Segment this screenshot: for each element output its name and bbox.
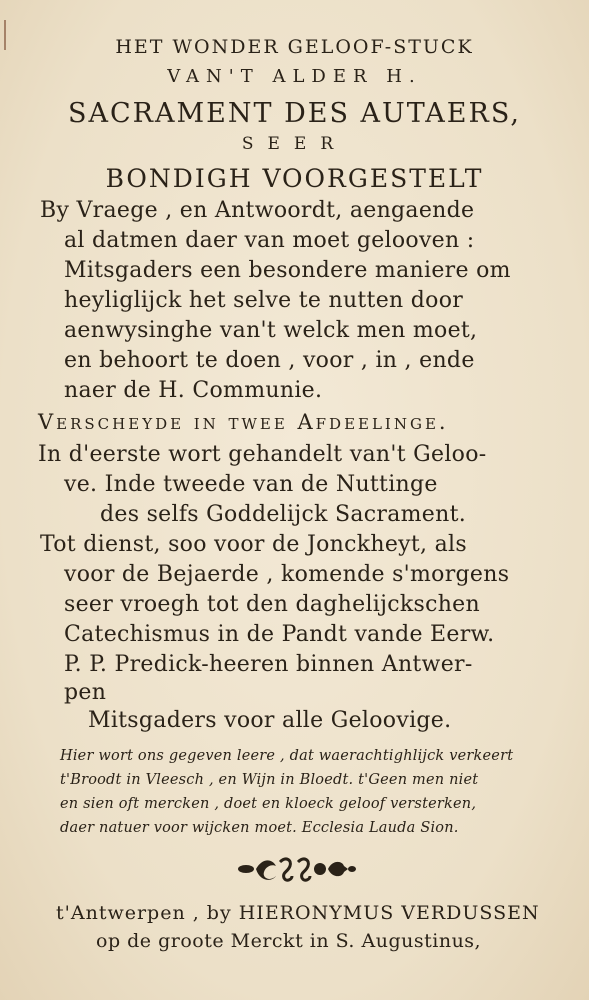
title-line-1: HET WONDER GELOOF-STUCK: [115, 36, 474, 58]
para2-line: Catechismus in de Pandt vande Eerw.: [64, 622, 495, 647]
para1-line: al datmen daer van moet gelooven :: [64, 228, 475, 253]
para2-line: voor de Bejaerde , komende s'morgens: [64, 562, 510, 587]
title-line-5: BONDIGH VOORGESTELT: [105, 164, 484, 193]
title-line-4: SEER: [241, 134, 348, 154]
verse-line: daer natuer voor wijcken moet. Ecclesia Lauda Sion.: [60, 820, 459, 836]
para2-line: des selfs Goddelijck Sacrament.: [100, 502, 467, 527]
para2-line: In d'eerste wort gehandelt van't Geloo-: [38, 442, 487, 467]
verse-line: t'Broodt in Vleesch , en Wijn in Bloedt. t'Geen men niet: [60, 772, 479, 788]
verse-line: en sien oft mercken , doet en kloeck geloof versterken,: [60, 796, 477, 812]
para2-line: Mitsgaders voor alle Geloovige.: [88, 708, 452, 733]
para1-line: naer de H. Communie.: [64, 378, 323, 403]
para2-line: P. P. Predick-heeren binnen Antwer-: [64, 652, 473, 677]
para1-line: aenwysinghe van't welck men moet,: [64, 318, 478, 343]
title-line-2: VAN'T ALDER H.: [167, 66, 422, 87]
imprint-line-1: t'Antwerpen , by HIERONYMUS VERDUSSEN: [56, 902, 540, 924]
para1-line: By Vraege , en Antwoordt, aengaende: [40, 198, 475, 223]
para2-line: ve. Inde tweede van de Nuttinge: [64, 472, 438, 497]
verse-line: Hier wort ons gegeven leere , dat waerachtighlijck verkeert: [60, 748, 514, 764]
section-heading: Verscheyde in twee Afdeelinge.: [38, 410, 449, 434]
imprint-line-2: op de groote Merckt in S. Augustinus,: [96, 930, 482, 952]
para2-line: seer vroegh tot den daghelijckschen: [64, 592, 480, 617]
para1-line: en behoort te doen , voor , in , ende: [64, 348, 475, 373]
para2-line: pen: [64, 680, 107, 705]
para1-line: Mitsgaders een besondere maniere om: [64, 258, 511, 283]
floral-ornament-icon: [232, 852, 358, 886]
para2-line: Tot dienst, soo voor de Jonckheyt, als: [40, 532, 467, 557]
title-line-3: SACRAMENT DES AUTAERS,: [68, 98, 521, 129]
para1-line: heyliglijck het selve te nutten door: [64, 288, 464, 313]
